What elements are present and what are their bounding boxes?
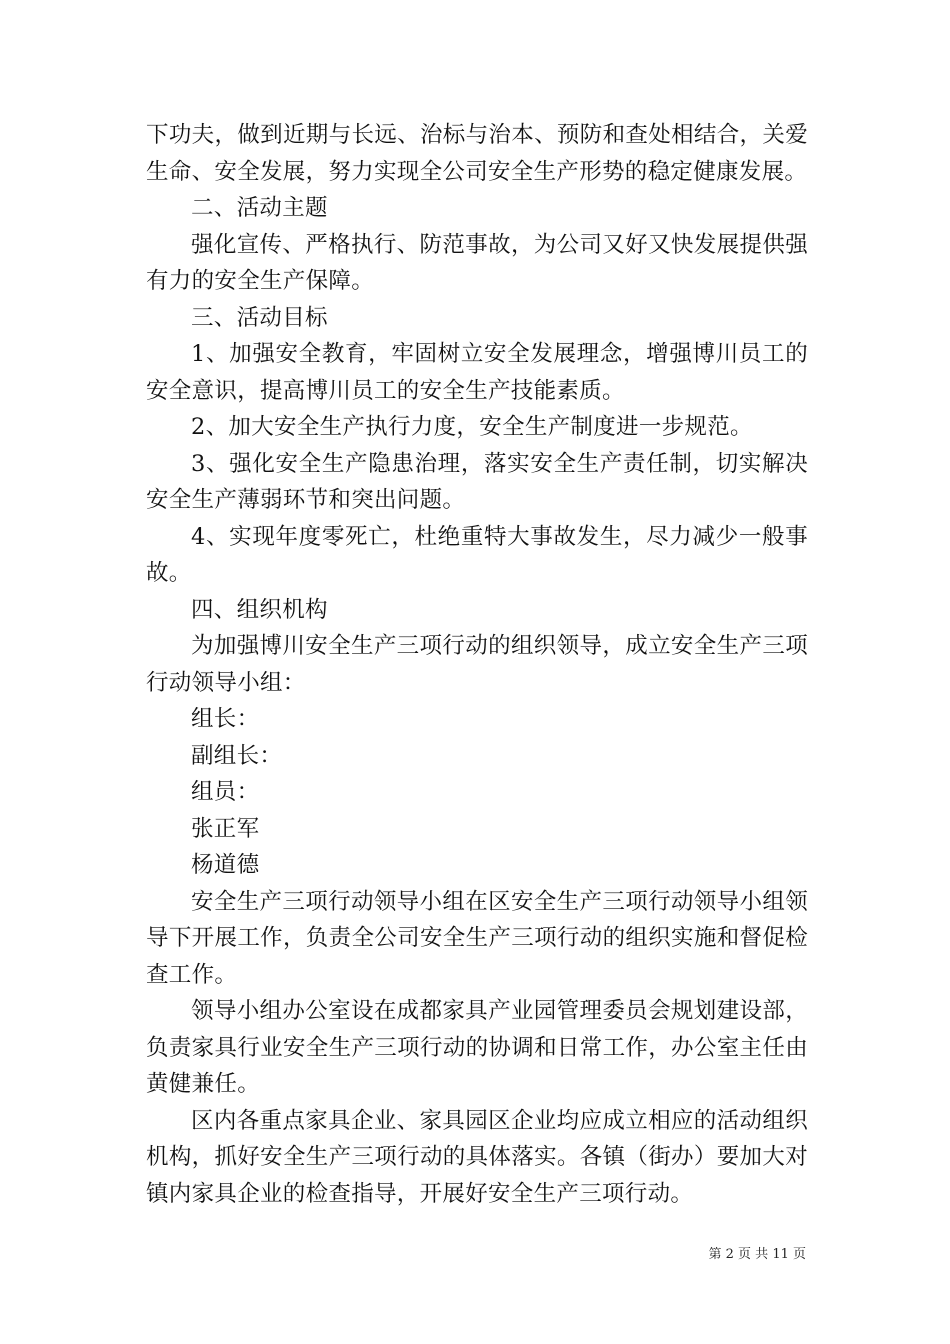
goal-item-1: 1、加强安全教育，牢固树立安全发展理念，增强博川员工的安全意识，提高博川员工的安全生产技能素质。 (146, 341, 808, 404)
document-body (146, 117, 808, 1212)
member-name: 杨道德 (191, 852, 260, 878)
role-deputy-leader: 副组长： (191, 742, 283, 769)
role-leader: 组长： (191, 706, 260, 732)
section-heading-activity-goals: 三、活动目标 (191, 304, 328, 331)
member-name: 张正军 (191, 815, 260, 842)
section-heading-activity-theme: 二、活动主题 (191, 195, 328, 221)
paragraph-group-duties: 安全生产三项行动领导小组在区安全生产三项行动领导小组领导下开展工作，负责全公司安全生产三项行动的组织实施和督促检查工作。 (146, 888, 808, 988)
goal-item-3: 3、强化安全生产隐患治理，落实安全生产责任制，切实解决安全生产薄弱环节和突出问题。 (146, 450, 808, 513)
paragraph-office: 领导小组办公室设在成都家具产业园管理委员会规划建设部，负责家具行业安全生产三项行动的协调和日常工作，办公室主任由黄健兼任。 (146, 998, 808, 1097)
goal-item-2: 2、加大安全生产执行力度，安全生产制度进一步规范。 (191, 414, 753, 440)
paragraph-continuation: 下功夫，做到近期与长远、治标与治本、预防和查处相结合，关爱生命、安全发展，努力实现全公司安全生产形势的稳定健康发展。 (146, 122, 808, 185)
goal-item-4: 4、实现年度零死亡，杜绝重特大事故发生，尽力减少一般事故。 (146, 523, 808, 586)
role-members: 组员： (191, 779, 260, 805)
section-heading-organization: 四、组织机构 (191, 596, 328, 623)
paragraph-theme: 强化宣传、严格执行、防范事故，为公司又好又快发展提供强有力的安全生产保障。 (146, 231, 808, 294)
paragraph-organization-intro: 为加强博川安全生产三项行动的组织领导，成立安全生产三项行动领导小组： (146, 633, 808, 696)
page-number-footer: 第 2 页 共 11 页 (708, 1247, 806, 1262)
paragraph-enterprises: 区内各重点家具企业、家具园区企业均应成立相应的活动组织机构，抓好安全生产三项行动的具体落实。各镇（街办）要加大对镇内家具企业的检查指导，开展好安全生产三项行动。 (146, 1107, 808, 1207)
